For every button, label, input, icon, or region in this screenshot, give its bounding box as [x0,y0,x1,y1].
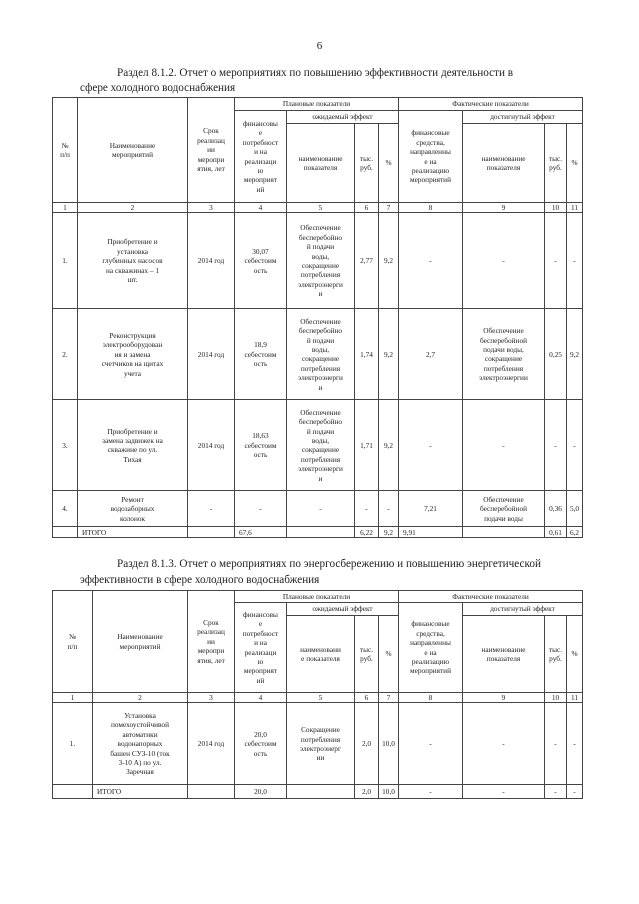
row-fact-effect: Обеспечение бесперебойной подачи воды [463,491,545,527]
col-number: 10 [545,693,567,703]
row-effect: Сокращение потребления электроэнерг ии [287,703,355,785]
row-percent: 10,0 [379,703,399,785]
section1-title-line2: сфере холодного водоснабжения [80,82,236,94]
row-financing: 30,07 себестоим ость [235,213,287,309]
section1-title-line1: Раздел 8.1.2. Отчет о мероприятиях по повышению эффективности деятельности в [117,67,514,79]
row-name: Приобретение и установка глубинных насосов на скважинах – 1 шт. [78,213,188,309]
table-row [53,309,583,400]
section1-table [52,97,583,538]
row-financing: 18,63 себестоим ость [235,400,287,491]
col-number: 10 [545,203,567,213]
header-name: Наименование мероприятий [93,591,188,693]
header-term: Срок реализац ии меропри ятия, лет [188,98,235,203]
col-number: 3 [188,693,235,703]
row-fact-effect: - [463,703,545,785]
row-name: Реконструкция электрооборудован ия и замена счетчиков на щитах учета [78,309,188,400]
row-effect: Обеспечение бесперебойно й подачи воды, сокращение потребления электроэнерги и [287,213,355,309]
row-term: 2014 год [188,703,235,785]
total-fact-effect: - [463,785,545,799]
header-financing-needed: финансовы е потребност и на реализаци ю мероприят ий [235,603,287,693]
row-no: 4. [53,491,78,527]
row-term: 2014 год [188,400,235,491]
total-fact-fin: 9,91 [399,527,463,538]
total-fact-percent: - [567,785,583,799]
header-financing-needed: финансовы е потребност и на реализаци ю мероприят ий [235,111,287,203]
header-no: № п/п [53,591,93,693]
header-ach-percent: % [567,124,583,203]
row-name: Приобретение и замена задвижек на скважине по ул. Тихая [78,400,188,491]
header-no: № п/п [53,98,78,203]
header-percent: % [379,616,399,693]
header-actual: Фактические показатели [399,98,583,111]
header-fin-means: финансовые средства, направленны е на реализацию мероприятий [399,603,463,693]
row-fact-effect: - [463,213,545,309]
col-number: 8 [399,203,463,213]
col-number: 1 [53,693,93,703]
header-actual: Фактические показатели [399,591,583,603]
header-ach-thousand: тыс. руб. [545,124,567,203]
row-effect: Обеспечение бесперебойно й подачи воды, сокращение потребления электроэнерги и [287,309,355,400]
header-ach-name: наименование показателя [463,616,545,693]
total-thousand: 2,0 [355,785,379,799]
total-row [53,785,583,799]
row-name: Ремонт водозаборных колонок [78,491,188,527]
row-fact-fin: - [399,213,463,309]
page-number: 6 [316,40,323,52]
row-fact-fin: - [399,703,463,785]
row-no: 1. [53,703,93,785]
table-row [53,703,583,785]
row-financing: 20,0 себестоим ость [235,703,287,785]
row-fact-effect: - [463,400,545,491]
table-row [53,491,583,527]
header-percent: % [379,124,399,203]
col-number: 7 [379,203,399,213]
total-label: ИТОГО [78,527,188,538]
total-fact-thousand: 0,61 [545,527,567,538]
row-fact-percent: - [567,703,583,785]
row-fact-percent: 9,2 [567,309,583,400]
col-number: 11 [567,203,583,213]
row-percent: - [379,491,399,527]
row-thousand: 1,74 [355,309,379,400]
row-fact-thousand: 0,36 [545,491,567,527]
total-fact-fin: - [399,785,463,799]
total-thousand: 6,22 [355,527,379,538]
row-financing: - [235,491,287,527]
row-thousand: - [355,491,379,527]
total-financing: 20,0 [235,785,287,799]
header-ach-thousand: тыс. руб. [545,616,567,693]
col-number: 2 [78,203,188,213]
header-thousand-rub: тыс. руб. [355,616,379,693]
col-number: 9 [463,693,545,703]
total-financing: 67,6 [235,527,287,538]
row-fact-fin: 2,7 [399,309,463,400]
row-no: 1. [53,213,78,309]
header-term: Срок реализац ии меропри ятия, лет [188,591,235,693]
row-thousand: 2,77 [355,213,379,309]
row-no: 3. [53,400,78,491]
col-number: 6 [355,203,379,213]
col-number: 4 [235,203,287,213]
row-fact-thousand: - [545,400,567,491]
row-fact-percent: 5,0 [567,491,583,527]
col-number: 8 [399,693,463,703]
header-expected-effect: ожидаемый эффект [287,111,399,124]
row-fact-thousand: - [545,703,567,785]
row-term: 2014 год [188,213,235,309]
col-number: 5 [287,693,355,703]
row-financing: 18,9 себестоим ость [235,309,287,400]
header-achieved-effect: достигнутый эффект [463,111,583,124]
col-number: 9 [463,203,545,213]
row-fact-thousand: 0,25 [545,309,567,400]
header-planned: Плановые показатели [235,98,399,111]
table-row [53,400,583,491]
row-fact-percent: - [567,213,583,309]
row-effect: - [287,491,355,527]
total-row [53,527,583,538]
total-percent: 9,2 [379,527,399,538]
row-term: - [188,491,235,527]
col-number: 4 [235,693,287,703]
row-fact-fin: 7,21 [399,491,463,527]
header-achieved-effect: достигнутый эффект [463,603,583,616]
header-thousand-rub: тыс. руб. [355,124,379,203]
row-thousand: 2,0 [355,703,379,785]
total-fact-thousand: - [545,785,567,799]
row-thousand: 1,71 [355,400,379,491]
section2-title-line1: Раздел 8.1.3. Отчет о мероприятиях по энергосбережению и повышению энергетической [117,558,541,570]
header-expected-effect: ожидаемый эффект [287,603,399,616]
col-number: 11 [567,693,583,703]
row-fact-thousand: - [545,213,567,309]
total-percent: 10,0 [379,785,399,799]
col-number: 1 [53,203,78,213]
row-fact-fin: - [399,400,463,491]
row-effect: Обеспечение бесперебойно й подачи воды, сокращение потребления электроэнерги и [287,400,355,491]
header-ach-percent: % [567,616,583,693]
header-name: Наименование мероприятий [78,98,188,203]
col-number: 3 [188,203,235,213]
col-number: 2 [93,693,188,703]
col-number: 5 [287,203,355,213]
header-effect-name: наименовани е показателя [287,616,355,693]
row-percent: 9,2 [379,400,399,491]
header-effect-name: наименование показателя [287,124,355,203]
col-number: 6 [355,693,379,703]
header-fin-means: финансовые средства, направленны е на реализацию мероприятий [399,111,463,203]
row-fact-percent: - [567,400,583,491]
table-row [53,213,583,309]
row-no: 2. [53,309,78,400]
row-fact-effect: Обеспечение бесперебойной подачи воды, сокращение потребления электроэнергии [463,309,545,400]
row-percent: 9,2 [379,309,399,400]
col-number: 7 [379,693,399,703]
total-label: ИТОГО [93,785,188,799]
total-fact-percent: 6,2 [567,527,583,538]
header-planned: Плановые показатели [235,591,399,603]
row-term: 2014 год [188,309,235,400]
row-name: Установка помехоустойчивой автоматики водонапорных башен СУЗ-10 (ток 3-10 А) по ул. Заречная [93,703,188,785]
section2-title-line2: эффективности в сфере холодного водоснабжения [80,574,320,586]
header-ach-name: наименование показателя [463,124,545,203]
section2-table [52,590,583,799]
row-percent: 9,2 [379,213,399,309]
